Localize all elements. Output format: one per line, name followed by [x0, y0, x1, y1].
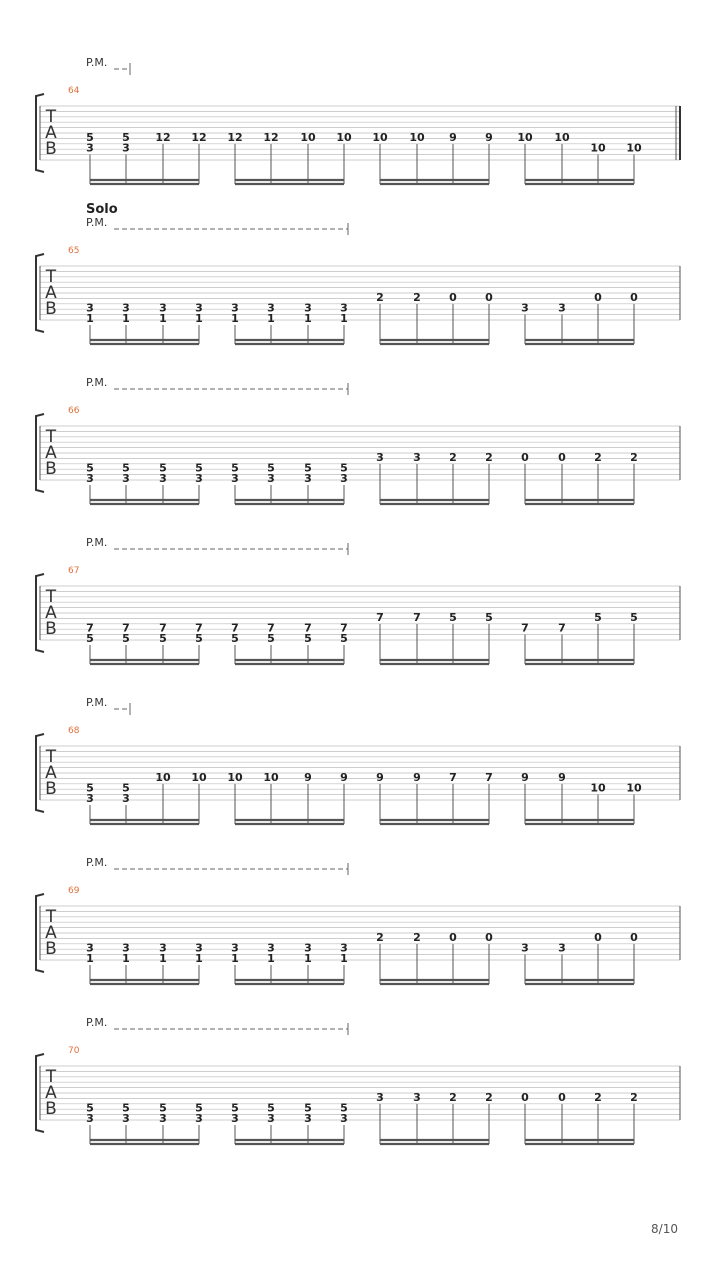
fret-number: 5 [340, 1101, 348, 1115]
fret-number: 0 [558, 1091, 566, 1104]
fret-number: 3 [558, 301, 566, 315]
fret-number: 7 [376, 611, 384, 624]
palm-mute-label: P.M. [86, 536, 108, 549]
fret-number: 10 [626, 781, 642, 795]
fret-number: 3 [304, 941, 312, 955]
fret-number: 3 [122, 141, 130, 155]
fret-number: 5 [86, 461, 94, 475]
fret-number: 3 [413, 1091, 421, 1104]
tab-clef-letter: T [45, 1067, 57, 1087]
fret-number: 0 [485, 931, 493, 944]
fret-number: 3 [521, 941, 529, 955]
fret-number: 3 [376, 451, 384, 464]
fret-number: 7 [413, 611, 421, 624]
measure-number: 67 [68, 566, 80, 576]
fret-number: 9 [340, 771, 348, 784]
fret-number: 7 [267, 621, 275, 635]
fret-number: 3 [195, 301, 203, 315]
fret-number: 2 [594, 451, 602, 464]
fret-number: 5 [195, 632, 203, 645]
fret-number: 10 [155, 771, 171, 784]
fret-number: 5 [304, 632, 312, 645]
fret-number: 5 [86, 781, 94, 795]
fret-number: 3 [86, 301, 94, 315]
fret-number: 2 [449, 451, 457, 464]
fret-number: 1 [340, 952, 348, 965]
fret-number: 12 [263, 131, 279, 144]
fret-number: 7 [231, 621, 239, 635]
fret-number: 3 [122, 301, 130, 315]
fret-number: 0 [630, 931, 638, 944]
fret-number: 0 [449, 931, 457, 944]
fret-number: 3 [159, 941, 167, 955]
fret-number: 3 [86, 1112, 94, 1125]
fret-number: 7 [449, 771, 457, 784]
fret-number: 3 [304, 472, 312, 485]
fret-number: 1 [122, 952, 130, 965]
tab-clef-letter: B [45, 299, 57, 319]
tab-clef-letter: A [45, 1083, 57, 1103]
palm-mute-label: P.M. [86, 56, 108, 69]
tab-clef-letter: T [45, 267, 57, 287]
fret-number: 7 [195, 621, 203, 635]
fret-number: 2 [376, 931, 384, 944]
measure-number: 70 [68, 1046, 80, 1056]
fret-number: 3 [267, 472, 275, 485]
fret-number: 0 [521, 1091, 529, 1104]
tab-clef-letter: B [45, 139, 57, 159]
fret-number: 1 [304, 312, 312, 325]
fret-number: 3 [195, 472, 203, 485]
fret-number: 2 [413, 931, 421, 944]
tab-clef-letter: A [45, 763, 57, 783]
fret-number: 1 [267, 952, 275, 965]
fret-number: 0 [449, 291, 457, 304]
fret-number: 2 [449, 1091, 457, 1104]
tab-clef-letter: B [45, 459, 57, 479]
fret-number: 3 [231, 301, 239, 315]
fret-number: 0 [630, 291, 638, 304]
tab-clef-letter: B [45, 939, 57, 959]
fret-number: 5 [86, 632, 94, 645]
fret-number: 3 [86, 472, 94, 485]
fret-number: 12 [191, 131, 207, 144]
fret-number: 3 [340, 472, 348, 485]
fret-number: 10 [300, 131, 316, 144]
fret-number: 2 [485, 1091, 493, 1104]
fret-number: 10 [517, 131, 533, 144]
fret-number: 3 [267, 1112, 275, 1125]
fret-number: 12 [227, 131, 243, 144]
fret-number: 3 [231, 1112, 239, 1125]
fret-number: 3 [304, 1112, 312, 1125]
fret-number: 0 [594, 291, 602, 304]
palm-mute-label: P.M. [86, 376, 108, 389]
fret-number: 5 [594, 611, 602, 624]
fret-number: 3 [267, 941, 275, 955]
fret-number: 1 [231, 312, 239, 325]
fret-number: 1 [340, 312, 348, 325]
fret-number: 3 [86, 941, 94, 955]
fret-number: 10 [554, 131, 570, 144]
tab-clef-letter: T [45, 907, 57, 927]
fret-number: 10 [409, 131, 425, 144]
fret-number: 5 [231, 1101, 239, 1115]
palm-mute-label: P.M. [86, 1016, 108, 1029]
fret-number: 3 [159, 301, 167, 315]
fret-number: 10 [590, 141, 606, 155]
tab-clef-letter: B [45, 779, 57, 799]
fret-number: 5 [122, 1101, 130, 1115]
fret-number: 5 [231, 461, 239, 475]
measure-number: 68 [68, 726, 80, 736]
measure-number: 64 [68, 86, 80, 96]
palm-mute-label: P.M. [86, 696, 108, 709]
fret-number: 3 [304, 301, 312, 315]
fret-number: 10 [372, 131, 388, 144]
tab-clef-letter: B [45, 619, 57, 639]
fret-number: 5 [340, 461, 348, 475]
fret-number: 3 [267, 301, 275, 315]
fret-number: 3 [86, 792, 94, 805]
fret-number: 0 [594, 931, 602, 944]
fret-number: 1 [267, 312, 275, 325]
fret-number: 10 [626, 141, 642, 155]
fret-number: 3 [521, 301, 529, 315]
fret-number: 5 [159, 1101, 167, 1115]
fret-number: 7 [304, 621, 312, 635]
fret-number: 7 [122, 621, 130, 635]
tab-clef-letter: A [45, 603, 57, 623]
fret-number: 9 [413, 771, 421, 784]
fret-number: 9 [449, 131, 457, 144]
fret-number: 3 [413, 451, 421, 464]
fret-number: 3 [122, 1112, 130, 1125]
section-label: Solo [86, 202, 118, 217]
fret-number: 5 [86, 1101, 94, 1115]
fret-number: 5 [231, 632, 239, 645]
fret-number: 7 [86, 621, 94, 635]
fret-number: 5 [195, 1101, 203, 1115]
tab-clef-letter: A [45, 923, 57, 943]
measure-number: 66 [68, 406, 80, 416]
page-number: 8/10 [651, 1222, 678, 1236]
fret-number: 3 [340, 301, 348, 315]
fret-number: 3 [122, 472, 130, 485]
fret-number: 5 [86, 131, 94, 144]
fret-number: 7 [159, 621, 167, 635]
fret-number: 10 [590, 781, 606, 795]
fret-number: 7 [485, 771, 493, 784]
fret-number: 5 [304, 461, 312, 475]
fret-number: 7 [521, 621, 529, 635]
fret-number: 2 [594, 1091, 602, 1104]
fret-number: 1 [159, 952, 167, 965]
fret-number: 2 [376, 291, 384, 304]
tab-clef-letter: A [45, 123, 57, 143]
fret-number: 5 [122, 781, 130, 795]
fret-number: 9 [558, 771, 566, 784]
fret-number: 1 [195, 952, 203, 965]
fret-number: 5 [485, 611, 493, 624]
fret-number: 3 [231, 941, 239, 955]
fret-number: 2 [630, 1091, 638, 1104]
fret-number: 5 [267, 461, 275, 475]
measure-number: 65 [68, 246, 80, 256]
fret-number: 5 [630, 611, 638, 624]
tab-clef-letter: T [45, 427, 57, 447]
fret-number: 12 [155, 131, 171, 144]
fret-number: 9 [304, 771, 312, 784]
fret-number: 5 [159, 632, 167, 645]
fret-number: 5 [449, 611, 457, 624]
fret-number: 1 [195, 312, 203, 325]
tab-clef-letter: A [45, 283, 57, 303]
fret-number: 1 [231, 952, 239, 965]
fret-number: 3 [195, 1112, 203, 1125]
fret-number: 3 [340, 1112, 348, 1125]
fret-number: 2 [485, 451, 493, 464]
fret-number: 3 [159, 1112, 167, 1125]
fret-number: 9 [376, 771, 384, 784]
fret-number: 3 [558, 941, 566, 955]
fret-number: 1 [86, 952, 94, 965]
fret-number: 3 [376, 1091, 384, 1104]
measure-number: 69 [68, 886, 80, 896]
fret-number: 5 [122, 131, 130, 144]
fret-number: 3 [231, 472, 239, 485]
fret-number: 0 [485, 291, 493, 304]
fret-number: 5 [122, 461, 130, 475]
fret-number: 10 [191, 771, 207, 784]
fret-number: 7 [340, 621, 348, 635]
fret-number: 5 [304, 1101, 312, 1115]
fret-number: 2 [413, 291, 421, 304]
tab-clef-letter: T [45, 747, 57, 767]
tab-clef-letter: T [45, 107, 57, 127]
fret-number: 10 [263, 771, 279, 784]
fret-number: 9 [521, 771, 529, 784]
fret-number: 10 [227, 771, 243, 784]
fret-number: 3 [122, 792, 130, 805]
tab-clef-letter: T [45, 587, 57, 607]
fret-number: 5 [267, 632, 275, 645]
fret-number: 1 [304, 952, 312, 965]
fret-number: 3 [195, 941, 203, 955]
fret-number: 3 [159, 472, 167, 485]
fret-number: 1 [86, 312, 94, 325]
palm-mute-label: P.M. [86, 856, 108, 869]
tab-clef-letter: A [45, 443, 57, 463]
palm-mute-label: P.M. [86, 216, 108, 229]
fret-number: 5 [267, 1101, 275, 1115]
fret-number: 0 [558, 451, 566, 464]
fret-number: 2 [630, 451, 638, 464]
fret-number: 3 [122, 941, 130, 955]
fret-number: 5 [340, 632, 348, 645]
fret-number: 3 [340, 941, 348, 955]
tab-clef-letter: B [45, 1099, 57, 1119]
fret-number: 3 [86, 141, 94, 155]
fret-number: 5 [159, 461, 167, 475]
fret-number: 5 [195, 461, 203, 475]
fret-number: 0 [521, 451, 529, 464]
fret-number: 1 [122, 312, 130, 325]
fret-number: 10 [336, 131, 352, 144]
fret-number: 1 [159, 312, 167, 325]
fret-number: 9 [485, 131, 493, 144]
fret-number: 7 [558, 621, 566, 635]
fret-number: 5 [122, 632, 130, 645]
